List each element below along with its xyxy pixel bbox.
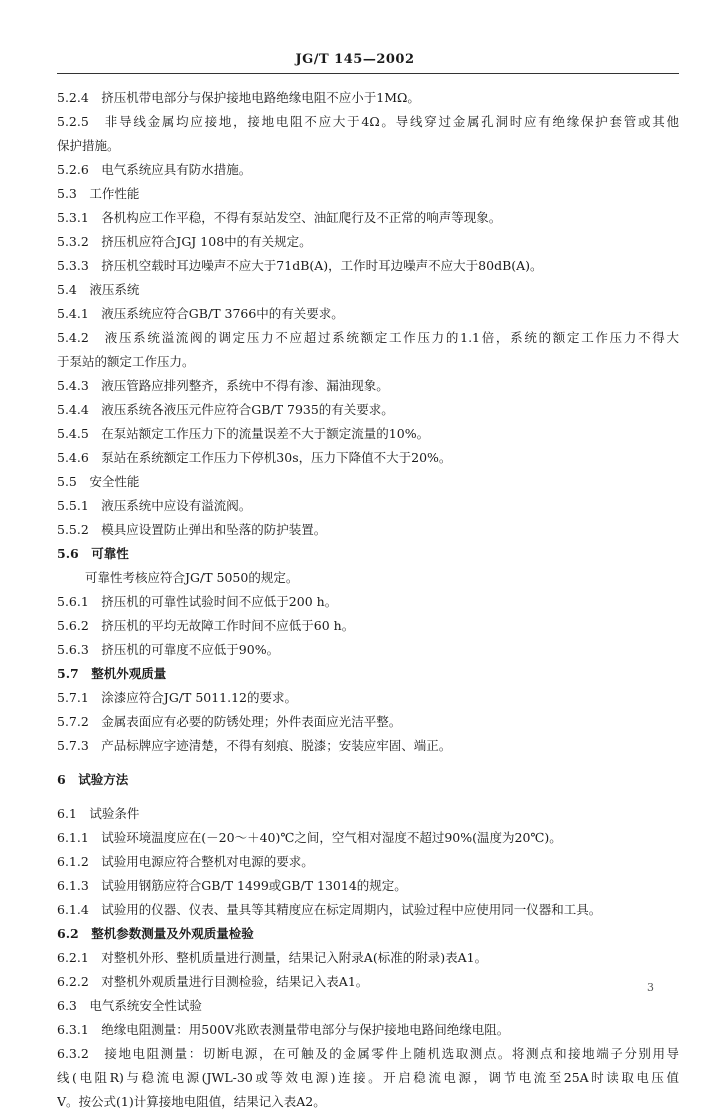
clause-5-4-3: 5.4.3 液压管路应排列整齐，系统中不得有渗、漏油现象。	[57, 378, 389, 393]
clause-6-1-3: 6.1.3 试验用钢筋应符合GB/T 1499或GB/T 13014的规定。	[57, 878, 407, 893]
clause-5-7-1: 5.7.1 涂漆应符合JG/T 5011.12的要求。	[57, 690, 298, 705]
clause-5-4-6: 5.4.6 泵站在系统额定工作压力下停机30s，压力下降值不大于20%。	[57, 450, 452, 465]
clause-6-3-2: 6.3.2 接地电阻测量：切断电源，在可触及的金属零件上随机选取测点。将测点和接地端子分别用导	[57, 1046, 679, 1061]
clause-6-3-1: 6.3.1 绝缘电阻测量：用500V兆欧表测量带电部分与保护接地电路间绝缘电阻。	[57, 1022, 510, 1037]
clause-5-4-1: 5.4.1 液压系统应符合GB/T 3766中的有关要求。	[57, 306, 344, 321]
clause-5-5-1: 5.5.1 液压系统中应设有溢流阀。	[57, 498, 252, 513]
page-header-standard-code: JG/T 145—2002	[295, 52, 415, 67]
clause-5-6-1: 5.6.1 挤压机的可靠性试验时间不应低于200 h。	[57, 594, 338, 609]
clause-5-4-5: 5.4.5 在泵站额定工作压力下的流量误差不大于额定流量的10%。	[57, 426, 430, 441]
clause-6-1-2: 6.1.2 试验用电源应符合整机对电源的要求。	[57, 854, 314, 869]
clause-5-5-2: 5.5.2 模具应设置防止弹出和坠落的防护装置。	[57, 522, 327, 537]
clause-5-3-3: 5.3.3 挤压机空载时耳边噪声不应大于71dB(A)，工作时耳边噪声不应大于80dB(A)。	[57, 258, 543, 273]
clause-6-2-2: 6.2.2 对整机外观质量进行目测检验，结果记入表A1。	[57, 974, 369, 989]
clause-5-7-3: 5.7.3 产品标牌应字迹清楚，不得有刻痕、脱漆；安装应牢固、端正。	[57, 738, 452, 753]
clause-5-2-6: 5.2.6 电气系统应具有防水措施。	[57, 162, 252, 177]
section-5-6-heading: 5.6 可靠性	[57, 546, 129, 561]
document-body	[57, 86, 679, 1114]
chapter-6-heading: 6 试验方法	[57, 772, 129, 787]
clause-5-6-intro: 可靠性考核应符合JG/T 5050的规定。	[85, 570, 299, 585]
section-6-1-heading: 6.1 试验条件	[57, 806, 140, 821]
clause-5-2-4: 5.2.4 挤压机带电部分与保护接地电路绝缘电阻不应小于1MΩ。	[57, 90, 420, 105]
clause-6-3-2-cont: 线(电阻R)与稳流电源(JWL-30或等效电源)连接。开启稳流电源，调节电流至25A时读取电压值	[57, 1070, 679, 1085]
clause-5-3-2: 5.3.2 挤压机应符合JGJ 108中的有关规定。	[57, 234, 312, 249]
clause-5-2-5: 5.2.5 非导线金属均应接地，接地电阻不应大于4Ω。导线穿过金属孔洞时应有绝缘保护套管或其他	[57, 114, 679, 129]
section-5-7-heading: 5.7 整机外观质量	[57, 666, 167, 681]
section-gap	[57, 792, 679, 802]
clause-6-1-4: 6.1.4 试验用的仪器、仪表、量具等其精度应在标定周期内，试验过程中应使用同一仪器和工具。	[57, 902, 602, 917]
clause-6-3-2-end: V。按公式(1)计算接地电阻值，结果记入表A2。	[57, 1094, 326, 1109]
section-5-3-heading: 5.3 工作性能	[57, 186, 140, 201]
section-5-4-heading: 5.4 液压系统	[57, 282, 140, 297]
clause-5-4-2: 5.4.2 液压系统溢流阀的调定压力不应超过系统额定工作压力的1.1倍，系统的额定工作压力不得大	[57, 330, 679, 345]
clause-5-6-2: 5.6.2 挤压机的平均无故障工作时间不应低于60 h。	[57, 618, 355, 633]
clause-5-3-1: 5.3.1 各机构应工作平稳，不得有泵站发空、油缸爬行及不正常的响声等现象。	[57, 210, 502, 225]
clause-5-2-5-cont: 保护措施。	[57, 138, 120, 153]
clause-5-6-3: 5.6.3 挤压机的可靠度不应低于90%。	[57, 642, 280, 657]
clause-5-4-4: 5.4.4 液压系统各液压元件应符合GB/T 7935的有关要求。	[57, 402, 394, 417]
page-number: 3	[647, 981, 654, 994]
section-gap	[57, 758, 679, 768]
section-5-5-heading: 5.5 安全性能	[57, 474, 140, 489]
section-6-2-heading: 6.2 整机参数测量及外观质量检验	[57, 926, 254, 941]
clause-5-7-2: 5.7.2 金属表面应有必要的防锈处理；外件表面应光洁平整。	[57, 714, 402, 729]
clause-6-1-1: 6.1.1 试验环境温度应在(－20～＋40)℃之间，空气相对湿度不超过90%(温度为20℃)。	[57, 830, 562, 845]
clause-5-4-2-cont: 于泵站的额定工作压力。	[57, 354, 195, 369]
clause-6-2-1: 6.2.1 对整机外形、整机质量进行测量，结果记入附录A(标准的附录)表A1。	[57, 950, 488, 965]
section-6-3-heading: 6.3 电气系统安全性试验	[57, 998, 202, 1013]
header-rule	[57, 73, 679, 74]
